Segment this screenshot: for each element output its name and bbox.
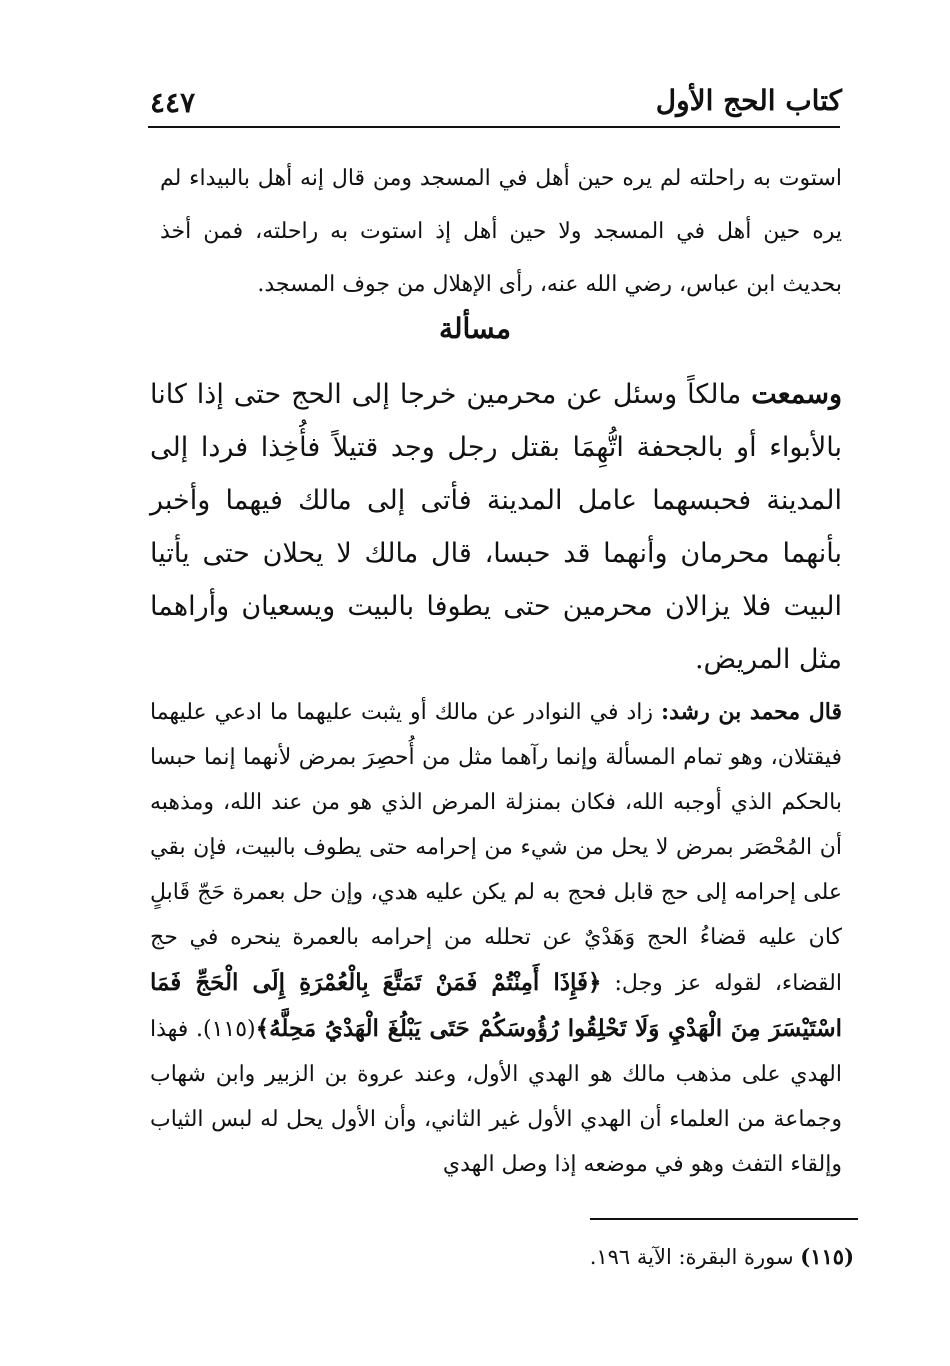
question-text: مالكاً وسئل عن محرمين خرجا إلى الحج حتى إذا كانا بالأبواء أو بالجحفة اتُّهِمَا بقتل رجل وجد قتيلاً فأُخِذا فردا إلى المدينة فحبسهما عامل المدينة فأتى إلى مالك فيهما وأخبر بأنهما محرمان وأنهما قد حبسا، قال مالك لا يحلان حتى يأتيا البيت فلا يزالان محرمين حتى يطوفا بالبيت ويسعيان وأراهما مثل المريض. bbox=[150, 379, 842, 675]
footnote bbox=[590, 1244, 854, 1269]
footnote-text: سورة البقرة: الآية ١٩٦. bbox=[589, 1245, 801, 1269]
running-header-title: كتاب الحج الأول bbox=[655, 84, 842, 117]
commentary-text-after: . فهذا الهدي على مذهب مالك هو الهدي الأول، وعند عروة بن الزبير وابن شهاب وجماعة من العلماء أن الهدي الأول غير الثاني، وأن الأول يحل له لبس الثياب وإلقاء التفث وهو في موضعه إذا وصل الهدي bbox=[150, 1017, 842, 1177]
quran-quote: ﴿فَإِذَا أَمِنْتُمْ فَمَنْ تَمَتَّعَ بِالْعُمْرَةِ إِلَى الْحَجِّ فَمَا اسْتَيْسَرَ مِنَ الْهَدْيِ وَلَا تَحْلِقُوا رُؤُوسَكُمْ حَتَى يَبْلُغَ الْهَدْيُ مَحِلَّهُ﴾ bbox=[150, 969, 842, 1042]
footnote-number: (١١٥) bbox=[800, 1244, 854, 1269]
commentary-lead: قال محمد بن رشد: bbox=[661, 699, 843, 725]
page-number: ٤٤٧ bbox=[150, 86, 196, 119]
question-paragraph bbox=[150, 368, 842, 686]
commentary-paragraph bbox=[150, 690, 842, 1187]
footnote-reference[interactable]: (١١٥) bbox=[202, 1017, 256, 1042]
footnote-divider bbox=[590, 1218, 858, 1220]
intro-paragraph: استوت به راحلته لم يره حين أهل في المسجد ومن قال إنه أهل بالبيداء لم يره حين أهل في المسجد ولا حين أهل إذ استوت به راحلته، فمن أخذ بحديث ابن عباس، رضي الله عنه، رأى الإهلال من جوف المسجد. bbox=[160, 166, 842, 297]
question-lead: وسمعت bbox=[751, 379, 842, 410]
header-divider bbox=[148, 126, 840, 128]
section-heading: مسألة bbox=[438, 312, 512, 345]
commentary-text-before: زاد في النوادر عن مالك أو يثبت عليهما ما ادعي عليهما فيقتلان، وهو تمام المسألة وإنما رآهما مثل من أُحصِرَ بمرض لأنهما إنما حبسا بالحكم الذي أوجبه الله، فكان بمنزلة المرض الذي هو من عند الله، ومذهبه أن المُحْصَر بمرض لا يحل من شيء من إحرامه حتى يطوف بالبيت، فإن بقي على إحرامه إلى حج قابل فحج به لم يكن عليه هدي، وإن حل بعمرة حَجّ قَابلٍ كان عليه قضاءُ الحج وَهَدْيٌ عن تحلله من إحرامه بالعمرة ينحره في حج القضاء، لقوله عز وجل: bbox=[150, 700, 842, 996]
